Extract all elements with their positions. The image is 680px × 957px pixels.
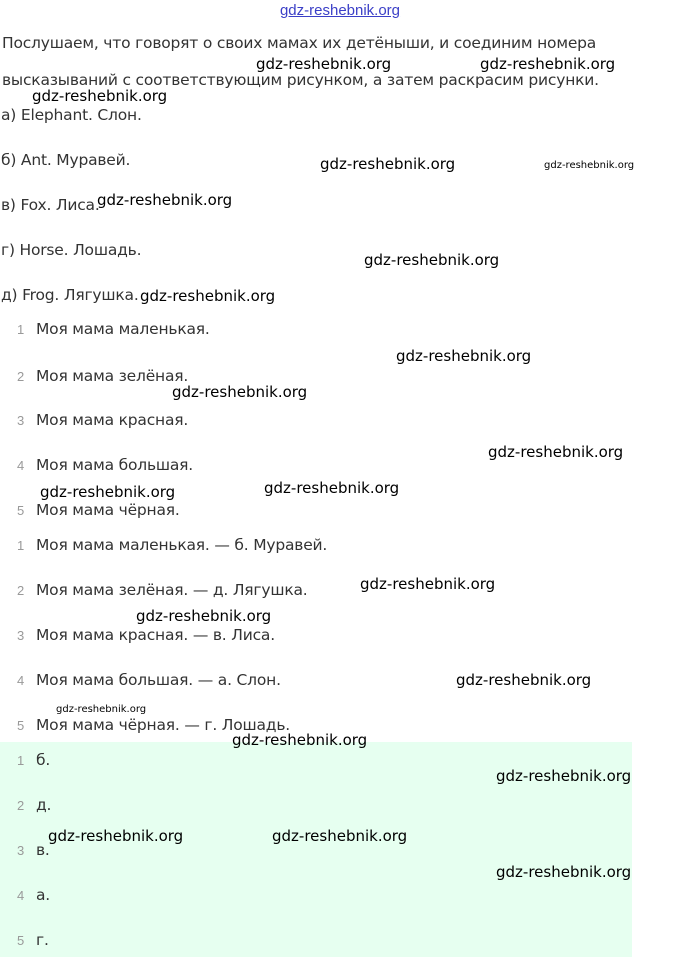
answer-text: а. (36, 886, 51, 904)
watermark: gdz-reshebnik.org (232, 731, 368, 749)
watermark: gdz-reshebnik.org (544, 160, 635, 171)
statement-number: 5 (17, 503, 25, 518)
watermark: gdz-reshebnik.org (396, 347, 532, 365)
watermark: gdz-reshebnik.org (272, 827, 408, 845)
animal-fox: в) Fox. Лиса. (1, 196, 100, 214)
site-header-link[interactable]: gdz-reshebnik.org (279, 2, 401, 19)
match-number: 2 (17, 583, 25, 598)
watermark: gdz-reshebnik.org (136, 607, 272, 625)
watermark: gdz-reshebnik.org (456, 671, 592, 689)
watermark: gdz-reshebnik.org (32, 87, 168, 105)
intro-line-1: Послушаем, что говорят о своих мамах их детёныши, и соединим номера (2, 34, 597, 52)
answer-text: в. (36, 841, 50, 859)
animal-horse: г) Horse. Лошадь. (1, 241, 142, 259)
watermark: gdz-reshebnik.org (48, 827, 184, 845)
answer-text: д. (36, 796, 52, 814)
statement-text: Моя мама красная. (36, 411, 189, 429)
match-number: 1 (17, 538, 25, 553)
watermark: gdz-reshebnik.org (172, 383, 308, 401)
watermark: gdz-reshebnik.org (140, 287, 276, 305)
watermark: gdz-reshebnik.org (40, 483, 176, 501)
intro-line-2: высказываний с соответствующим рисунком, а затем раскрасим рисунки. (2, 71, 599, 89)
answer-text: г. (36, 931, 49, 949)
watermark: gdz-reshebnik.org (364, 251, 500, 269)
match-text: Моя мама большая. — а. Слон. (36, 671, 281, 689)
match-number: 5 (17, 718, 25, 733)
watermark: gdz-reshebnik.org (480, 55, 616, 73)
watermark: gdz-reshebnik.org (256, 55, 392, 73)
statement-text: Моя мама большая. (36, 456, 194, 474)
match-text: Моя мама зелёная. — д. Лягушка. (36, 581, 308, 599)
watermark: gdz-reshebnik.org (496, 767, 632, 785)
answer-number: 3 (17, 843, 25, 858)
watermark: gdz-reshebnik.org (97, 191, 233, 209)
answer-text: б. (36, 751, 51, 769)
match-number: 3 (17, 628, 25, 643)
statement-number: 2 (17, 369, 25, 384)
match-text: Моя мама маленькая. — б. Муравей. (36, 536, 328, 554)
statement-number: 1 (17, 322, 25, 337)
animal-elephant: а) Elephant. Слон. (1, 106, 142, 124)
watermark: gdz-reshebnik.org (360, 575, 496, 593)
watermark: gdz-reshebnik.org (496, 863, 632, 881)
answer-number: 2 (17, 798, 25, 813)
match-text: Моя мама красная. — в. Лиса. (36, 626, 275, 644)
animal-frog: д) Frog. Лягушка. (1, 286, 139, 304)
match-number: 4 (17, 673, 25, 688)
answer-number: 1 (17, 753, 25, 768)
animal-ant: б) Ant. Муравей. (1, 151, 131, 169)
statement-text: Моя мама зелёная. (36, 367, 189, 385)
answer-number: 4 (17, 888, 25, 903)
statement-text: Моя мама чёрная. (36, 501, 180, 519)
statement-text: Моя мама маленькая. (36, 320, 210, 338)
answer-number: 5 (17, 933, 25, 948)
match-text: Моя мама чёрная. — г. Лошадь. (36, 716, 290, 734)
watermark: gdz-reshebnik.org (56, 704, 147, 715)
watermark: gdz-reshebnik.org (488, 443, 624, 461)
statement-number: 3 (17, 413, 25, 428)
watermark: gdz-reshebnik.org (264, 479, 400, 497)
watermark: gdz-reshebnik.org (320, 155, 456, 173)
statement-number: 4 (17, 458, 25, 473)
